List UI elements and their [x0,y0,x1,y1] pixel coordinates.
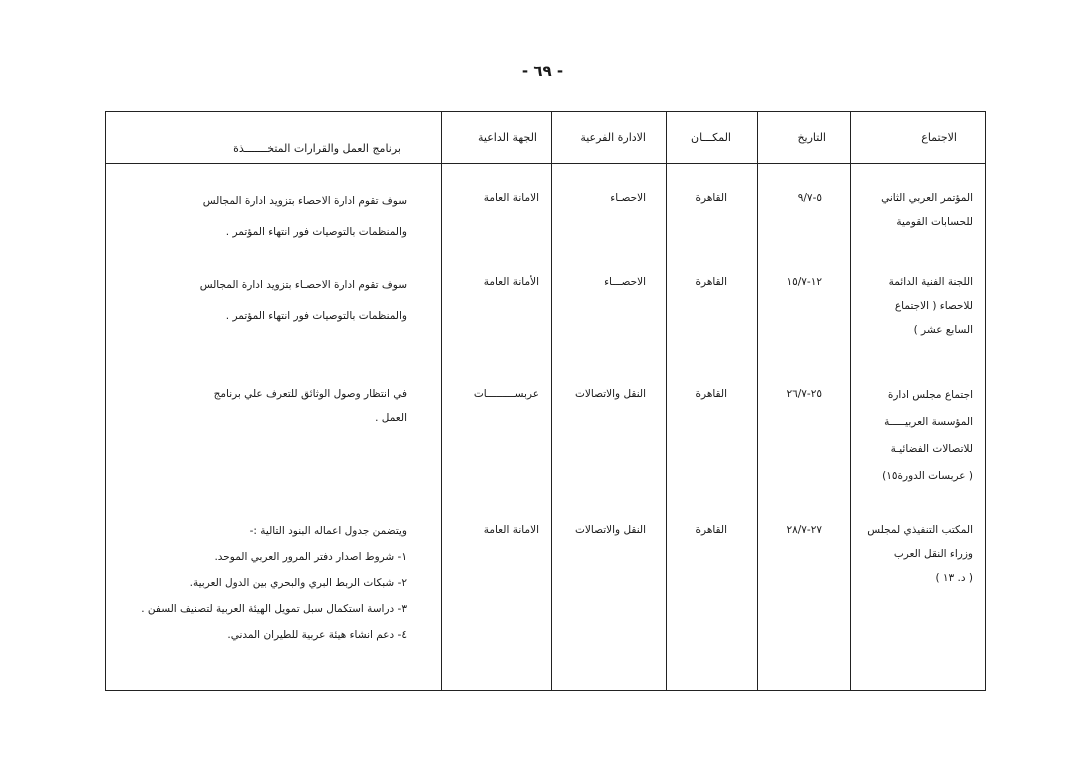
place-cell: القاهرة [667,164,758,250]
header-program: برنامج العمل والقرارات المتخـــــــذة [106,112,442,164]
meeting-line: للاتصالات الفضائيـة [890,442,973,455]
inviting-body-cell: الامانة العامة [442,504,552,691]
meeting-line: اجتماع مجلس ادارة [887,388,973,401]
meeting-line: ( عربسات الدورة١٥) [882,469,973,482]
meeting-cell [851,362,986,504]
meeting-line: السابع عشر ) [913,323,973,336]
program-line: ٢- شبكات الربط البري والبحري بين الدول العربية. [189,576,407,589]
meeting-line: للحسابات القومية [896,216,973,228]
program-line: ويتضمن جدول اعماله البنود التالية :- [249,524,407,537]
inviting-body-cell: الامانة العامة [442,164,552,250]
program-line: سوف تقوم ادارة الاحصاء بتزويد ادارة المجالس [202,195,407,207]
meeting-cell [851,164,986,250]
program-cell [106,362,442,504]
inviting-body-cell: الأمانة العامة [442,250,552,362]
date-cell: ٢٥-٢٦/٧ [758,362,851,504]
department-cell: الاحصـــاء [552,250,667,362]
page-number: - ٦٩ - [521,62,564,80]
header-place: المكـــان [667,112,758,164]
meeting-line: المؤتمر العربي الثاني [881,192,973,204]
date-cell: ١٢-١٥/٧ [758,250,851,362]
department-cell: النقل والاتصالات [552,362,667,504]
place-cell: القاهرة [667,362,758,504]
program-line: والمنظمات بالتوصيات فور انتهاء المؤتمر . [225,226,407,238]
program-line: ٣- دراسة استكمال سبل تمويل الهيئة العربية لتصنيف السفن . [141,602,407,615]
program-cell [106,250,442,362]
program-line: في انتظار وصول الوثائق للتعرف علي برنامج [213,387,407,400]
date-cell: ٢٧-٢٨/٧ [758,504,851,691]
program-line: ١- شروط اصدار دفتر المرور العربي الموحد. [214,550,407,563]
date-cell: ٥-٩/٧ [758,164,851,250]
header-meeting: الاجتماع [851,112,986,164]
table-row [106,362,986,504]
inviting-body-cell: عربســـــــــات [442,362,552,504]
meeting-line: المكتب التنفيذي لمجلس [867,523,973,536]
meeting-line: وزراء النقل العرب [893,547,973,560]
table-row [106,164,986,250]
header-date: التاريخ [758,112,851,164]
place-cell: القاهرة [667,250,758,362]
meeting-cell [851,250,986,362]
program-cell [106,504,442,691]
meeting-line: اللجنة الفنية الدائمة [888,275,973,288]
table-row [106,250,986,362]
table-header-row [106,112,986,164]
meeting-cell [851,504,986,691]
program-line: والمنظمات بالتوصيات فور انتهاء المؤتمر . [225,309,407,322]
department-cell: الاحصـاء [552,164,667,250]
header-department: الادارة الفرعية [552,112,667,164]
meeting-line: للاحصاء ( الاجتماع [894,299,973,312]
place-cell: القاهرة [667,504,758,691]
meeting-line: ( د. ١٣ ) [935,571,973,584]
program-line: سوف تقوم ادارة الاحصـاء بتزويد ادارة المجالس [199,278,407,291]
meetings-table [105,111,986,691]
program-cell [106,164,442,250]
department-cell: النقل والاتصالات [552,504,667,691]
program-line: ٤- دعم انشاء هيئة عربية للطيران المدني. [227,628,407,641]
program-line: العمل . [375,411,407,424]
table-row [106,504,986,691]
header-inviting-body: الجهة الداعية [442,112,552,164]
meeting-line: المؤسسة العربيـــــة [884,415,973,428]
